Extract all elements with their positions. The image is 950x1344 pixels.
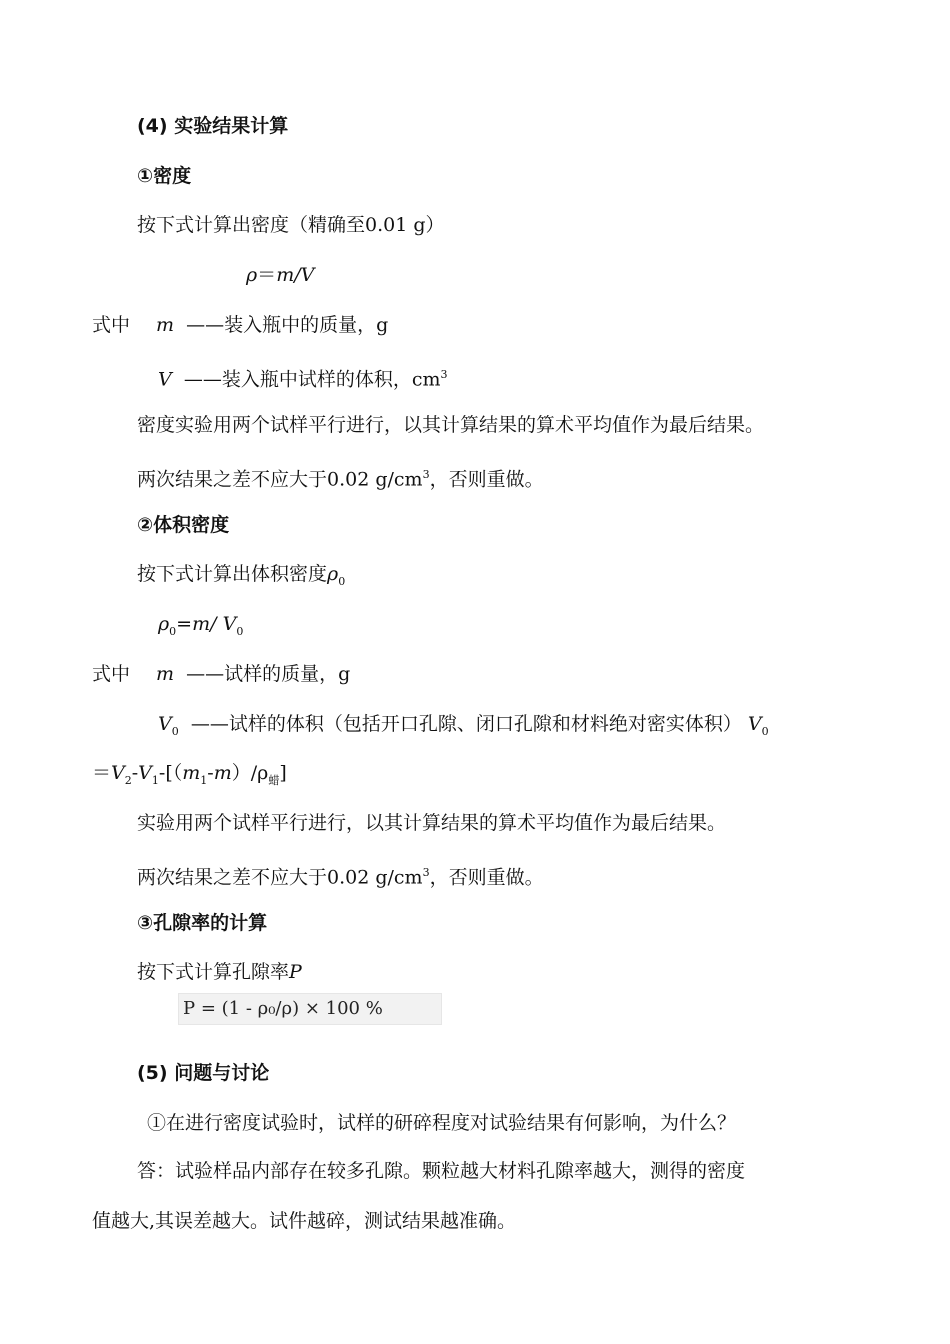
answer-1-line-1: 答：试验样品内部存在较多孔隙。颗粒越大材料孔隙率越大，测得的密度: [137, 1160, 746, 1182]
section-4-heading: (4) 实验结果计算: [137, 115, 289, 137]
porosity-intro: 按下式计算孔隙率P: [137, 961, 302, 983]
question-1: ①在进行密度试验时，试样的研碎程度对试验结果有何影响，为什么？: [147, 1112, 737, 1134]
bulk-density-formula: $\rho_0=m/$ $V_0$: [158, 613, 244, 638]
density-heading: ①密度: [137, 165, 192, 187]
bulk-parallel-text: 实验用两个试样平行进行，以其计算结果的算术平均值作为最后结果。: [137, 812, 727, 834]
bulk-tolerance-text: 两次结果之差不应大于0.02 $g/cm^3$，否则重做。: [137, 866, 544, 889]
density-parallel-text: 密度实验用两个试样平行进行，以其计算结果的算术平均值作为最后结果。: [137, 414, 765, 436]
density-tolerance-text: 两次结果之差不应大于0.02 $g/cm^3$，否则重做。: [137, 468, 544, 491]
bulk-density-heading: ②体积密度: [137, 514, 230, 536]
density-formula: ρ＝m/V: [246, 264, 315, 286]
where-v-volume: V ——装入瓶中试样的体积，$cm^3$: [158, 368, 448, 391]
where-m-mass: 式中 m ——装入瓶中的质量，g: [92, 314, 389, 336]
density-intro: 按下式计算出密度（精确至0.01 g）: [137, 214, 445, 236]
answer-1-line-2: 值越大,其误差越大。试件越碎，测试结果越准确。: [92, 1210, 517, 1232]
porosity-heading: ③孔隙率的计算: [137, 912, 268, 934]
where-m-sample-mass: 式中 m ——试样的质量，g: [92, 663, 351, 685]
v0-equation: $=V_2-V_1-[(m_1-m)/\rho_蜡]$: [92, 762, 287, 787]
section-5-heading: (5) 问题与讨论: [137, 1062, 270, 1084]
bulk-density-intro: 按下式计算出体积密度$\rho_0$: [137, 563, 346, 588]
porosity-formula-image: P = (1 - ρ₀/ρ) × 100 %: [178, 993, 442, 1025]
where-v0-volume: $V_0$ ——试样的体积（包括开口孔隙、闭口孔隙和材料绝对密实体积） $V_0$: [158, 713, 769, 738]
